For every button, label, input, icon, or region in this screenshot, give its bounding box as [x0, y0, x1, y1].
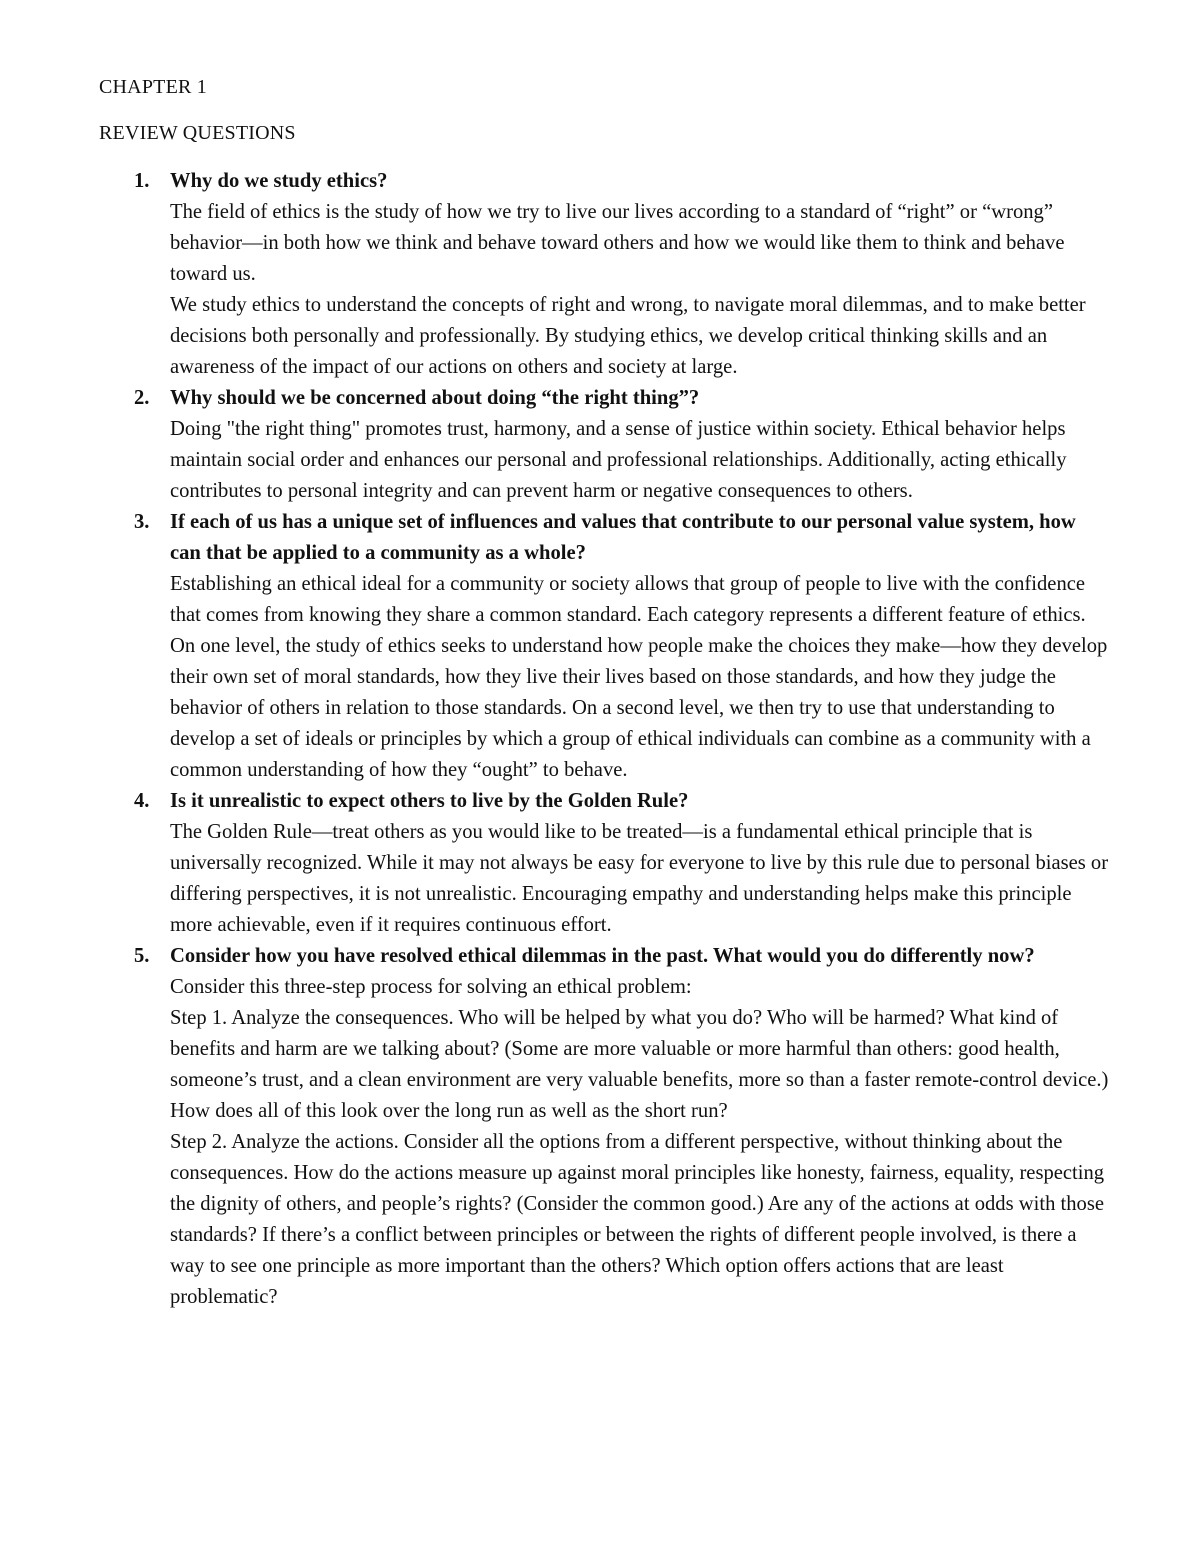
- answer-paragraph: Consider this three-step process for solving an ethical problem:: [170, 976, 692, 998]
- answer-paragraph: Establishing an ethical ideal for a community or society allows that group of people to live with the confidence that comes from knowing they share a common standard. Each category represents a different feature of ethics. On one level, the study of ethics seeks to understand how people make the choices they make—how they develop their own set of moral standards, how they live their lives based on those standards, and how they judge the behavior of others in relation to those standards. On a second level, we then try to use that understanding to develop a set of ideals or principles by which a group of ethical individuals can combine as a community with a common understanding of how they “ought” to behave.: [170, 573, 1108, 781]
- question-number: 2.: [134, 387, 150, 409]
- answer-paragraph: Step 2. Analyze the actions. Consider all the options from a different perspective, without thinking about the consequences. How do the actions measure up against moral principles like honesty, fairness, equality, respecting the dignity of others, and people’s rights? (Consider the common good.) Are any of the actions at odds with those standards? If there’s a conflict between principles or between the rights of different people involved, is there a way to see one principle as more important than the others? Which option offers actions that are least problematic?: [170, 1131, 1105, 1308]
- answer-paragraph: The Golden Rule—treat others as you would like to be treated—is a fundamental ethical principle that is universally recognized. While it may not always be easy for everyone to live by this rule due to personal biases or differing perspectives, it is not unrealistic. Encouraging empathy and understanding helps make this principle more achievable, even if it requires continuous effort.: [170, 821, 1109, 936]
- chapter-title: CHAPTER 1: [99, 76, 207, 98]
- question-title: Why do we study ethics?: [170, 170, 388, 192]
- question-number: 5.: [134, 945, 150, 967]
- answer-paragraph: Step 1. Analyze the consequences. Who will be helped by what you do? Who will be harmed? What kind of benefits and harm are we talking about? (Some are more valuable or more harmful than others: good health, someone’s trust, and a clean environment are very valuable benefits, more so than a faster remote-control device.) How does all of this look over the long run as well as the short run?: [170, 1007, 1109, 1122]
- question-item: [99, 166, 1109, 383]
- question-item: [99, 383, 1109, 507]
- question-item: [99, 786, 1109, 941]
- question-number: 4.: [134, 790, 150, 812]
- question-item: [99, 941, 1109, 1313]
- answer-paragraph: Doing "the right thing" promotes trust, harmony, and a sense of justice within society. Ethical behavior helps maintain social order and enhances our personal and professional relationships. Additionally, acting ethically contributes to personal integrity and can prevent harm or negative consequences to others.: [170, 418, 1067, 502]
- question-title: If each of us has a unique set of influences and values that contribute to our personal value system, how can that be applied to a community as a whole?: [170, 511, 1076, 564]
- review-questions-list: [99, 166, 1109, 1313]
- question-item: [99, 507, 1109, 786]
- answer-paragraph: We study ethics to understand the concepts of right and wrong, to navigate moral dilemmas, and to make better decisions both personally and professionally. By studying ethics, we develop critical thinking skills and an awareness of the impact of our actions on others and society at large.: [170, 294, 1086, 378]
- question-number: 1.: [134, 170, 150, 192]
- section-heading: REVIEW QUESTIONS: [99, 122, 296, 144]
- question-title: Is it unrealistic to expect others to live by the Golden Rule?: [170, 790, 689, 812]
- question-number: 3.: [134, 511, 150, 533]
- question-title: Why should we be concerned about doing “the right thing”?: [170, 387, 700, 409]
- answer-paragraph: The field of ethics is the study of how we try to live our lives according to a standard of “right” or “wrong” behavior—in both how we think and behave toward others and how we would like them to think and behave toward us.: [170, 201, 1065, 285]
- question-title: Consider how you have resolved ethical dilemmas in the past. What would you do differently now?: [170, 945, 1035, 967]
